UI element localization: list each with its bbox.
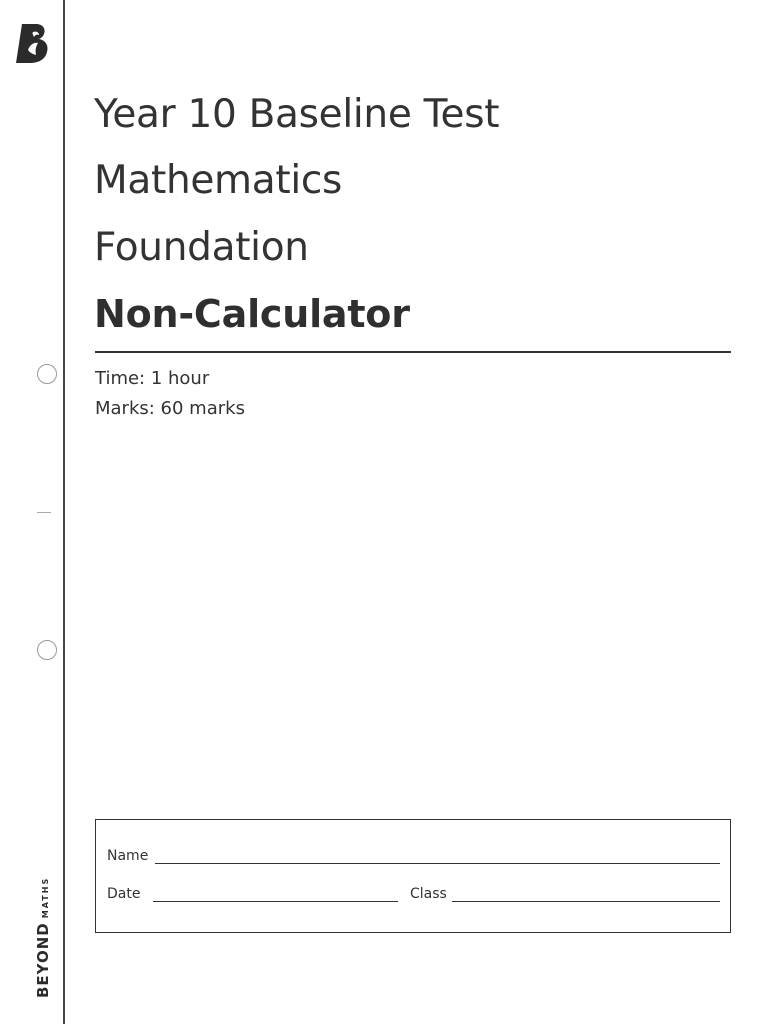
test-title: Year 10 Baseline Test xyxy=(94,92,500,137)
title-divider xyxy=(95,351,731,353)
subject-title: Mathematics xyxy=(94,158,343,203)
class-field[interactable] xyxy=(452,901,720,902)
time-allowed: Time: 1 hour xyxy=(95,368,210,389)
punch-hole-top xyxy=(37,364,57,384)
class-label: Class xyxy=(410,886,447,902)
center-fold-mark xyxy=(37,512,51,513)
brand-wordmark xyxy=(34,877,52,998)
paper-type-title: Non-Calculator xyxy=(94,292,410,336)
date-label: Date xyxy=(107,886,141,902)
brand-wordmark-main: BEYOND xyxy=(34,922,52,998)
date-field[interactable] xyxy=(153,901,398,902)
margin-line xyxy=(63,0,65,1024)
punch-hole-bottom xyxy=(37,640,57,660)
student-details-box xyxy=(95,819,731,933)
name-field[interactable] xyxy=(155,863,720,864)
name-label: Name xyxy=(107,848,149,864)
tier-title: Foundation xyxy=(94,225,309,270)
brand-wordmark-sub: MATHS xyxy=(41,876,50,919)
beyond-logo-icon xyxy=(16,22,50,64)
total-marks: Marks: 60 marks xyxy=(95,398,245,419)
